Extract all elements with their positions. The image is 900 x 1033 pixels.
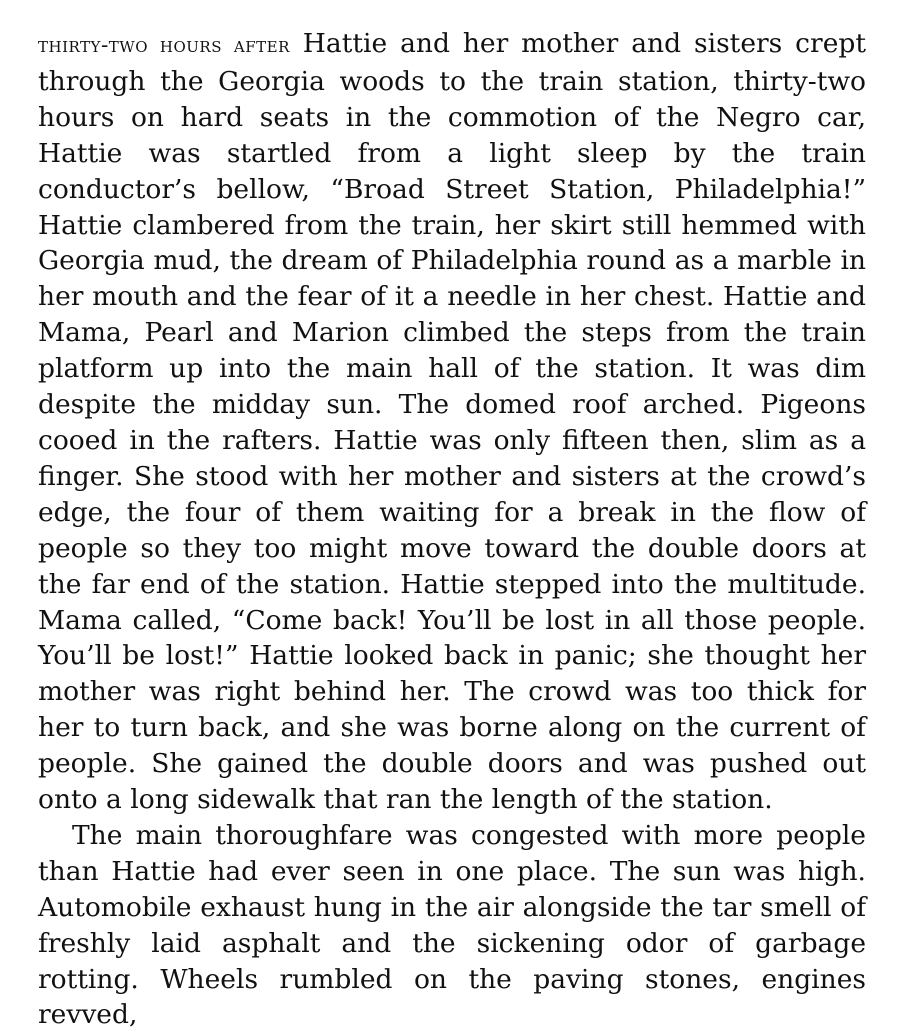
paragraph-2-text: The main thoroughfare was congested with more people than Hattie had ever seen in one place. The sun was high. Automobile exhaust hung in the air alongside the tar smell of freshly laid asphalt and the sickening odor of garbage rotting. Wheels rumbled on the paving stones, engines revved, <box>38 819 866 1031</box>
paragraph-1 <box>38 26 866 818</box>
page-body <box>38 26 866 1033</box>
chapter-lead-in: thirty-two hours after <box>38 33 290 58</box>
paragraph-2 <box>38 818 866 1033</box>
paragraph-1-text: Hattie and her mother and sisters crept through the Georgia woods to the train station, thirty-two hours on hard seats in the commotion of the Negro car, Hattie was startled from a light sleep by the train conductor’s bellow, “Broad Street Station, Philadelphia!” Hattie clambered from the train, her skirt still hemmed with Georgia mud, the dream of Philadelphia round as a marble in her mouth and the fear of it a needle in her chest. Hattie and Mama, Pearl and Marion climbed the steps from the train platform up into the main hall of the station. It was dim despite the midday sun. The domed roof arched. Pigeons cooed in the rafters. Hattie was only fifteen then, slim as a finger. She stood with her mother and sisters at the crowd’s edge, the four of them waiting for a break in the flow of people so they too might move toward the double doors at the far end of the station. Hattie stepped into the multitude. Mama called, “Come back! You’ll be lost in all those people. You’ll be lost!” Hattie looked back in panic; she thought her mother was right behind her. The crowd was too thick for her to turn back, and she was borne along on the current of people. She gained the double doors and was pushed out onto a long sidewalk that ran the length of the station. <box>38 28 866 816</box>
